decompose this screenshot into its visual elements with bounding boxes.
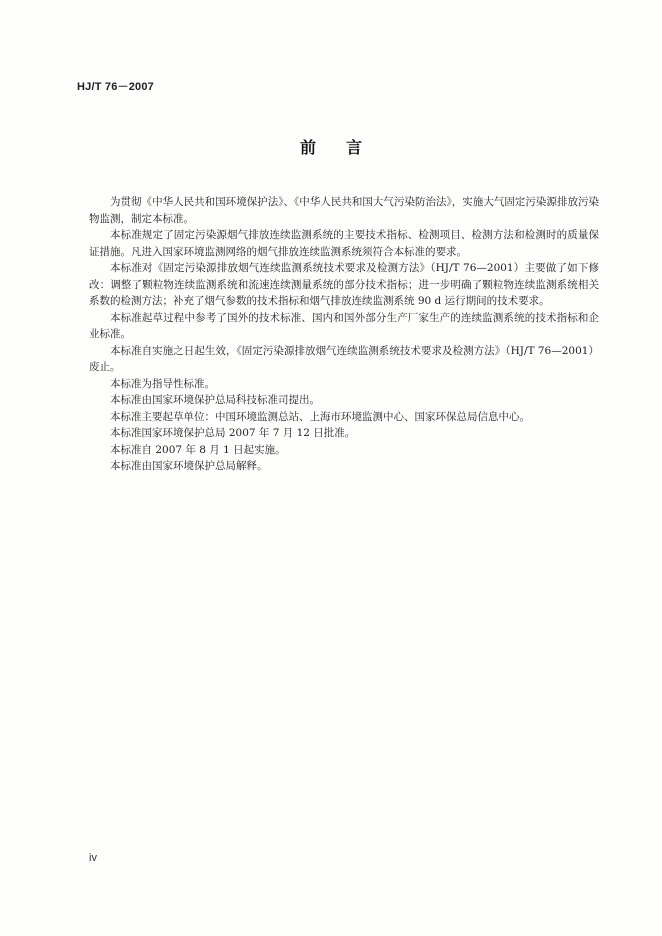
page-title: 前言	[299, 138, 392, 157]
preface-paragraph: 本标准规定了固定污染源烟气排放连续监测系统的主要技术指标、检测项目、检测方法和检测时的质量保证措施。凡进入国家环境监测网络的烟气排放连续监测系统须符合本标准的要求。	[89, 229, 599, 258]
preface-paragraph: 本标准起草过程中参考了国外的技术标准、国内和国外部分生产厂家生产的连续监测系统的技术指标和企业标准。	[89, 311, 599, 340]
preface-body	[89, 194, 599, 475]
preface-paragraph: 本标准自 2007 年 8 月 1 日起实施。	[110, 443, 286, 456]
preface-paragraph: 本标准由国家环境保护总局解释。	[110, 460, 268, 472]
preface-paragraph: 本标准主要起草单位：中国环境监测总站、上海市环境监测中心、国家环保总局信息中心。	[110, 410, 530, 423]
preface-paragraph: 本标准自实施之日起生效，《固定污染源排放烟气连续监测系统技术要求及检测方法》（HJ/T 76—2001）废止。	[89, 344, 599, 373]
preface-paragraph: 为贯彻《中华人民共和国环境保护法》、《中华人民共和国大气污染防治法》，实施大气固定污染源排放污染物监测，制定本标准。	[89, 196, 599, 225]
preface-paragraph: 本标准国家环境保护总局 2007 年 7 月 12 日批准。	[110, 427, 356, 439]
preface-paragraph: 本标准由国家环境保护总局科技标准司提出。	[110, 394, 320, 406]
standard-code-header: HJ/T 76－2007	[77, 81, 154, 93]
preface-paragraph: 本标准为指导性标准。	[110, 377, 215, 390]
preface-paragraph: 本标准对《固定污染源排放烟气连续监测系统技术要求及检测方法》（HJ/T 76—2001）主要做了如下修改：调整了颗粒物连续监测系统和流速连续测量系统的部分技术指标；进一步明确了颗粒物连续监测系统相关系数的检测方法；补充了烟气参数的技术指标和烟气排放连续监测系统 90 d 运行期间的技术要求。	[89, 262, 599, 307]
page-number: iv	[89, 852, 97, 864]
